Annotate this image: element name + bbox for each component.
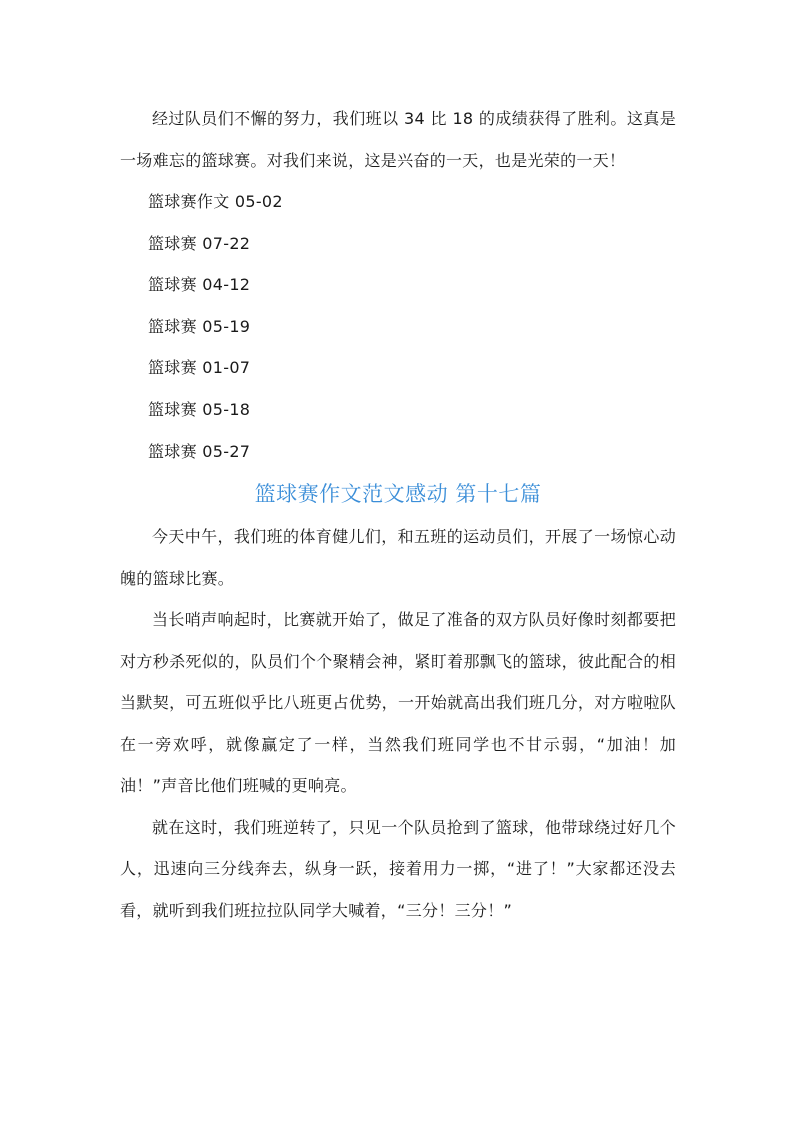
related-link[interactable]: 篮球赛 05-18 — [148, 399, 251, 419]
related-link[interactable]: 篮球赛 05-19 — [148, 316, 251, 336]
related-link[interactable]: 篮球赛 04-12 — [148, 275, 251, 295]
body-paragraph: 当长哨声响起时，比赛就开始了，做足了准备的双方队员好像时刻都要把对方秒杀死似的，队员们个个聚精会神，紧盯着那飘飞的篮球，彼此配合的相当默契，可五班似乎比八班更占优势，一开始就高出我们班几分，对方啦啦队在一旁欢呼，就像赢定了一样，当然我们班同学也不甘示弱，“加油！加油！”声音比他们班喊的更响亮。 — [120, 610, 676, 796]
related-link[interactable]: 篮球赛 05-27 — [148, 441, 251, 461]
section-heading: 篮球赛作文范文感动 第十七篇 — [254, 482, 542, 507]
intro-paragraph: 经过队员们不懈的努力，我们班以 34 比 18 的成绩获得了胜利。这真是一场难忘的篮球赛。对我们来说，这是兴奋的一天，也是光荣的一天！ — [120, 109, 676, 170]
related-link[interactable]: 篮球赛 01-07 — [148, 358, 251, 378]
document-page — [120, 98, 676, 931]
body-paragraph: 今天中午，我们班的体育健儿们，和五班的运动员们，开展了一场惊心动魄的篮球比赛。 — [120, 527, 676, 588]
related-links-list — [120, 181, 676, 472]
body-paragraph: 就在这时，我们班逆转了，只见一个队员抢到了篮球，他带球绕过好几个人，迅速向三分线奔去，纵身一跃，接着用力一掷，“进了！”大家都还没去看，就听到我们班拉拉队同学大喊着，“三分！三分！” — [120, 817, 676, 920]
related-link[interactable]: 篮球赛 07-22 — [148, 233, 251, 253]
related-link[interactable]: 篮球赛作文 05-02 — [148, 192, 283, 211]
